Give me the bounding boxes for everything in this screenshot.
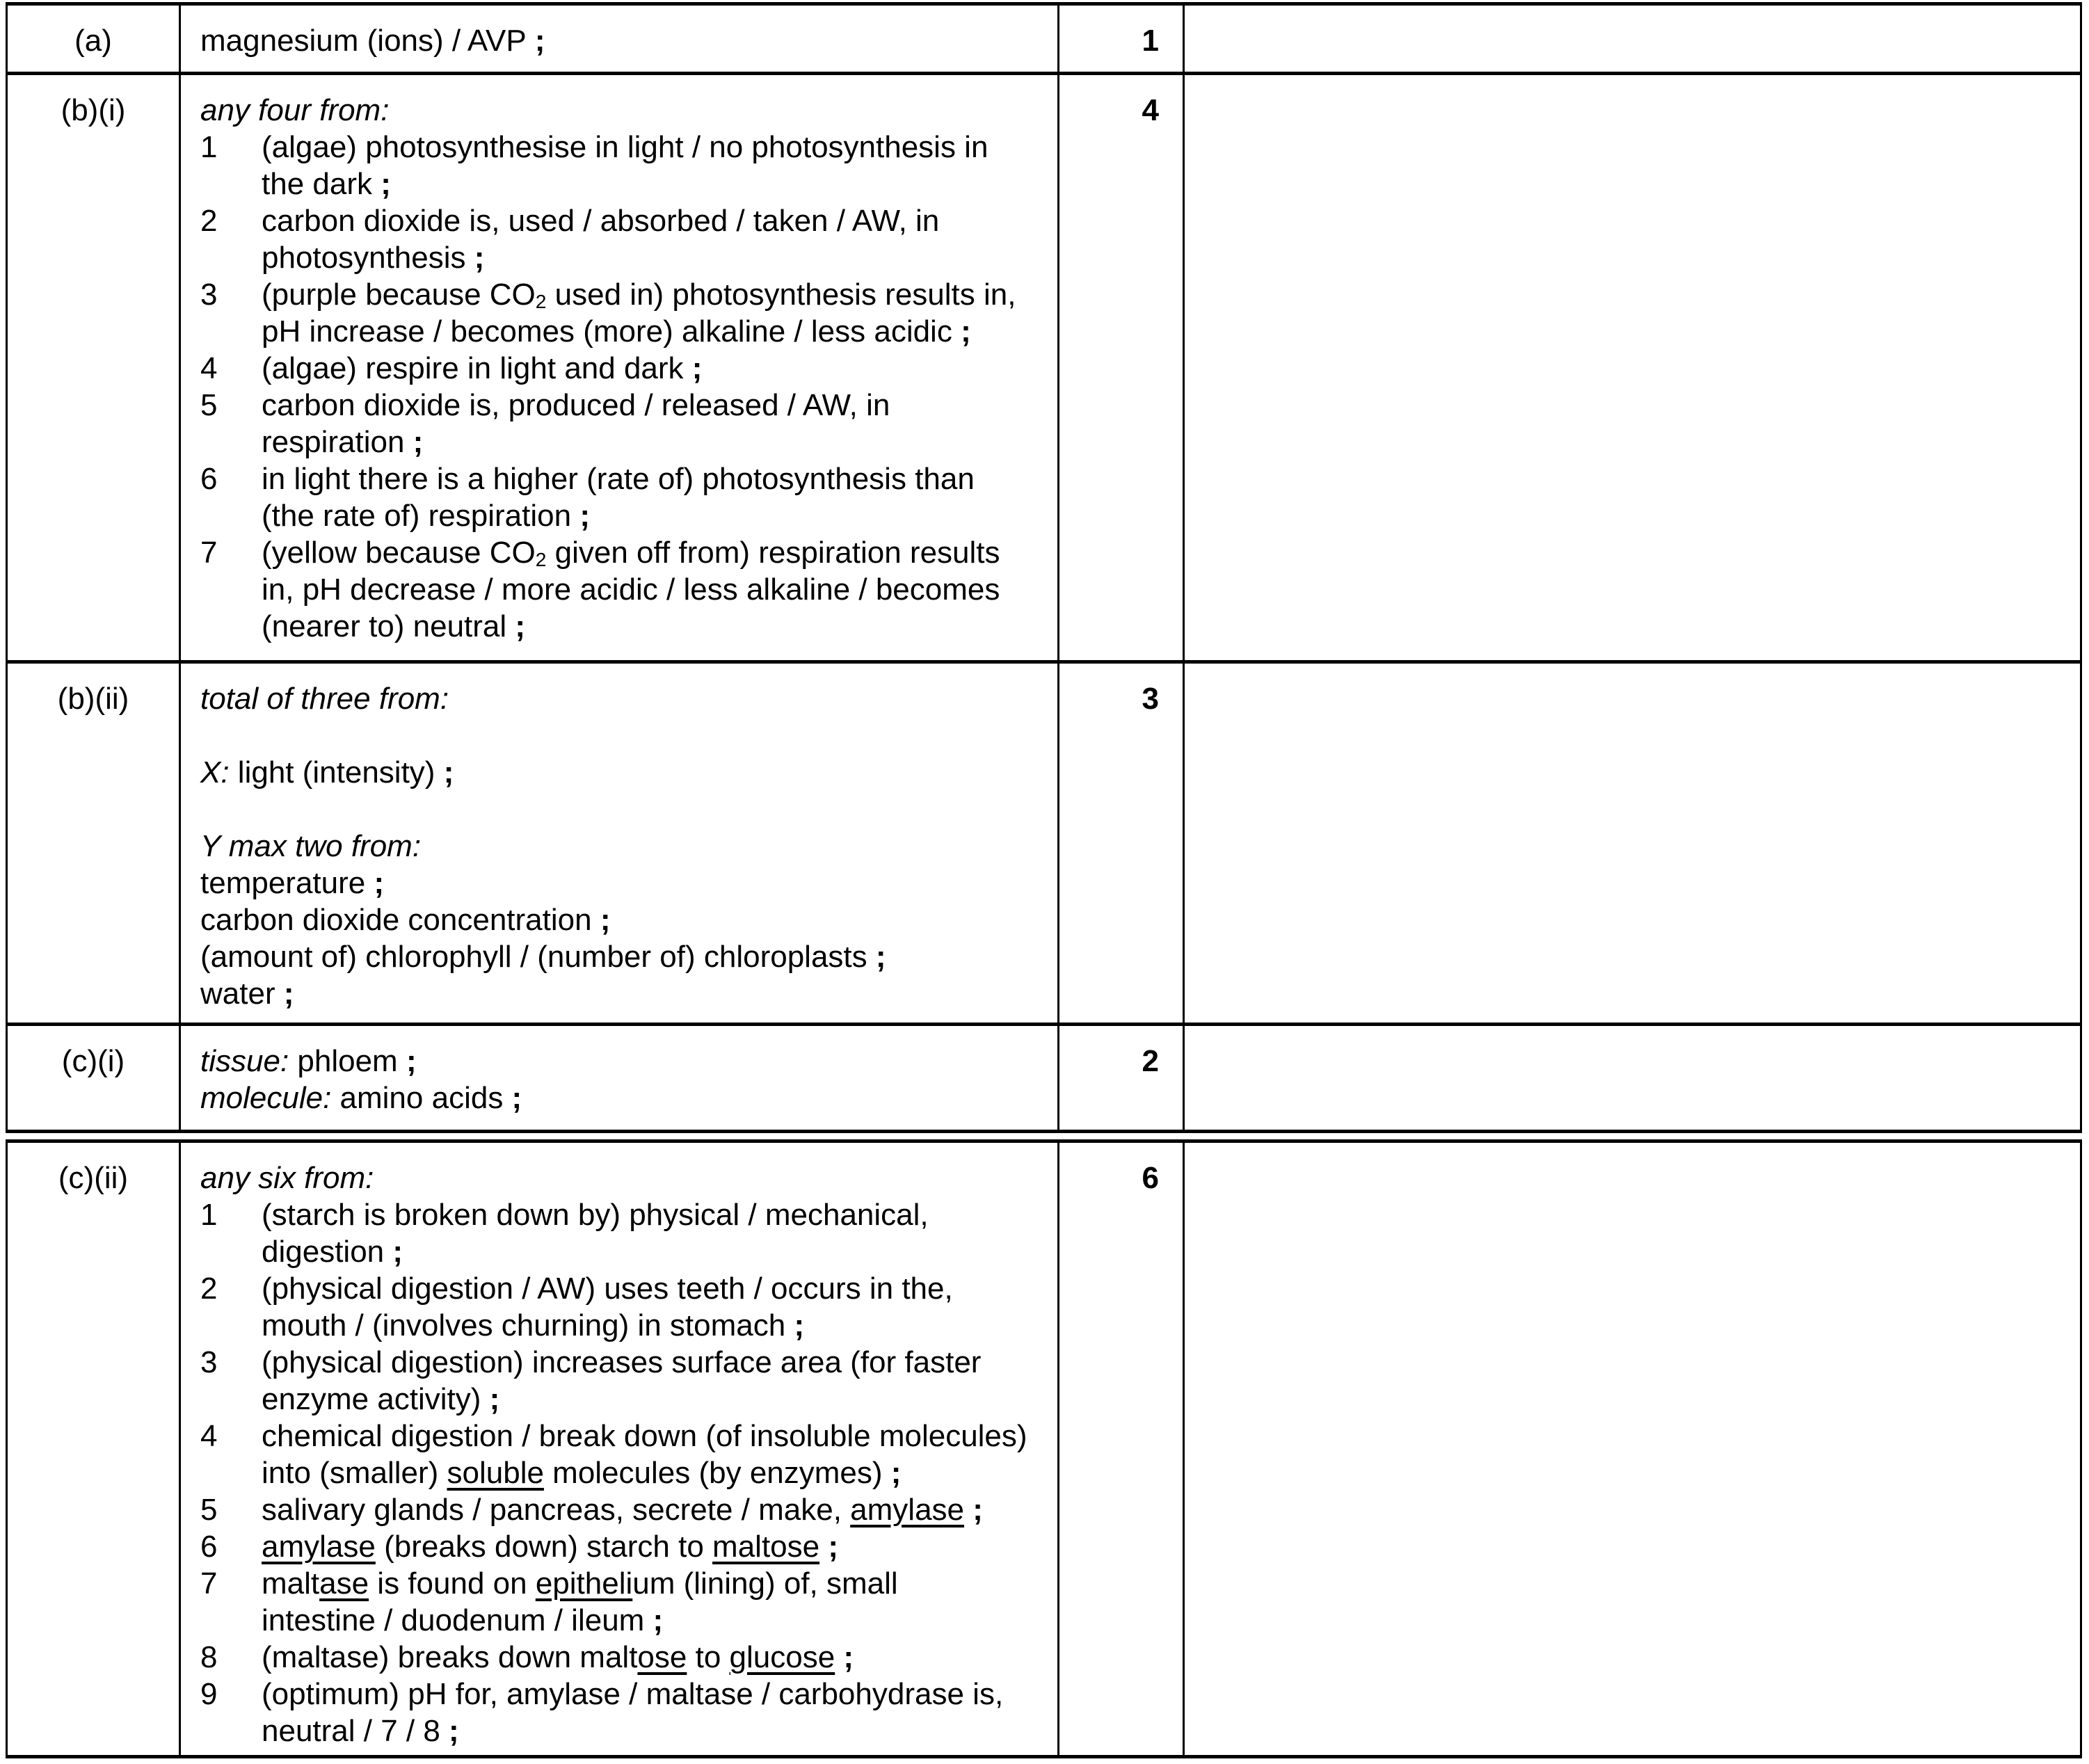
marking-point-number: 5	[200, 388, 218, 422]
marking-point	[200, 1196, 1053, 1270]
text-line: (physical digestion) increases surface area (for faster	[262, 1345, 982, 1379]
marking-point-number: 5	[200, 1493, 218, 1527]
text-line: carbon dioxide concentration ;	[200, 903, 611, 937]
text-line: molecule: amino acids ;	[200, 1081, 522, 1115]
marking-point-number: 2	[200, 204, 218, 238]
text-line: maltase is found on epithelium (lining) of, small	[262, 1566, 898, 1601]
question-number-cell: (b)(ii)	[8, 664, 181, 1023]
answer-paragraph	[200, 828, 1053, 1012]
marking-point-text	[262, 1344, 1053, 1418]
marking-point-text	[262, 387, 1053, 460]
text-line: mouth / (involves churning) in stomach ;	[262, 1308, 805, 1342]
text-line: any four from:	[200, 93, 390, 127]
mark-scheme-row	[8, 664, 2080, 1026]
answer-cell	[181, 664, 1059, 1023]
marking-point	[200, 202, 1053, 276]
marking-point-text	[262, 276, 1053, 350]
marking-point-text	[262, 1528, 1053, 1565]
answer-paragraph	[200, 680, 1053, 717]
blank-line	[200, 791, 1053, 828]
answer-paragraph	[200, 92, 1053, 129]
marking-point-text	[262, 1491, 1053, 1528]
marking-point-number: 3	[200, 278, 218, 312]
text-line: (purple because CO2 used in) photosynthesis results in,	[262, 278, 1016, 312]
text-line: (algae) photosynthesise in light / no photosynthesis in	[262, 130, 989, 164]
text-line: respiration ;	[262, 425, 424, 459]
text-line: intestine / duodenum / ileum ;	[262, 1603, 664, 1637]
marking-point-text	[262, 1565, 1053, 1639]
answer-cell	[181, 6, 1059, 72]
text-line: salivary glands / pancreas, secrete / make, amylase ;	[262, 1493, 983, 1527]
text-line: pH increase / becomes (more) alkaline / less acidic ;	[262, 314, 971, 348]
marking-point	[200, 1491, 1053, 1528]
text-line: neutral / 7 / 8 ;	[262, 1714, 459, 1748]
question-number-cell: (c)(ii)	[8, 1143, 181, 1755]
marking-point-number: 7	[200, 536, 218, 570]
question-number-cell: (b)(i)	[8, 75, 181, 660]
guidance-cell	[1185, 75, 2080, 660]
marking-point	[200, 1418, 1053, 1491]
mark-scheme-table-lower	[6, 1139, 2082, 1758]
text-line: chemical digestion / break down (of insoluble molecules)	[262, 1419, 1027, 1453]
text-line: into (smaller) soluble molecules (by enzymes) ;	[262, 1456, 902, 1490]
marking-point	[200, 1528, 1053, 1565]
mark-scheme-row	[8, 1143, 2080, 1755]
text-line: the dark ;	[262, 167, 391, 201]
answer-cell	[181, 75, 1059, 660]
question-number-cell: (c)(i)	[8, 1026, 181, 1130]
text-line: in, pH decrease / more acidic / less alkaline / becomes	[262, 572, 1000, 607]
marking-point	[200, 460, 1053, 534]
text-line: digestion ;	[262, 1235, 403, 1269]
marking-point	[200, 1565, 1053, 1639]
marks-cell: 1	[1059, 6, 1185, 72]
marking-point-number: 9	[200, 1677, 218, 1711]
mark-scheme-table-upper	[6, 2, 2082, 1133]
answer-cell	[181, 1143, 1059, 1755]
text-line: (maltase) breaks down maltose to glucose ;	[262, 1640, 854, 1674]
text-line: total of three from:	[200, 682, 449, 716]
marking-point-number: 4	[200, 1419, 218, 1453]
marking-point-number: 4	[200, 351, 218, 385]
text-line: carbon dioxide is, used / absorbed / taken / AW, in	[262, 204, 940, 238]
text-line: (algae) respire in light and dark ;	[262, 351, 703, 385]
text-line: (nearer to) neutral ;	[262, 609, 526, 643]
mark-scheme-row	[8, 75, 2080, 664]
text-line: amylase (breaks down) starch to maltose ;	[262, 1530, 839, 1564]
marking-point-number: 1	[200, 130, 218, 164]
marks-cell: 6	[1059, 1143, 1185, 1755]
text-line: (the rate of) respiration ;	[262, 499, 590, 533]
marking-point-number: 2	[200, 1272, 218, 1306]
marking-point-text	[262, 1676, 1053, 1749]
marking-point-text	[262, 1196, 1053, 1270]
marking-point-text	[262, 460, 1053, 534]
text-line: tissue: phloem ;	[200, 1044, 417, 1078]
text-line: water ;	[200, 977, 294, 1011]
text-line: enzyme activity) ;	[262, 1382, 500, 1416]
marking-point-number: 1	[200, 1198, 218, 1232]
text-line: (yellow because CO2 given off from) respiration results	[262, 536, 1000, 570]
marking-point	[200, 1676, 1053, 1749]
marking-point	[200, 1344, 1053, 1418]
guidance-cell	[1185, 1143, 2080, 1755]
text-line: photosynthesis ;	[262, 241, 485, 275]
marking-point-text	[262, 1270, 1053, 1344]
marking-point	[200, 534, 1053, 645]
answer-paragraph	[200, 1043, 1053, 1116]
marks-cell: 4	[1059, 75, 1185, 660]
marking-point-text	[262, 1639, 1053, 1676]
marking-point-text	[262, 1418, 1053, 1491]
text-line: Y max two from:	[200, 829, 422, 863]
blank-line	[200, 717, 1053, 754]
text-line: (starch is broken down by) physical / mechanical,	[262, 1198, 929, 1232]
question-number-cell: (a)	[8, 6, 181, 72]
marks-cell: 3	[1059, 664, 1185, 1023]
text-line: in light there is a higher (rate of) photosynthesis than	[262, 462, 975, 496]
text-line: (physical digestion / AW) uses teeth / occurs in the,	[262, 1272, 953, 1306]
marking-point	[200, 129, 1053, 202]
guidance-cell	[1185, 1026, 2080, 1130]
text-line: magnesium (ions) / AVP ;	[200, 24, 545, 58]
marking-point-text	[262, 534, 1053, 645]
marking-point	[200, 387, 1053, 460]
answer-cell	[181, 1026, 1059, 1130]
text-line: (optimum) pH for, amylase / maltase / carbohydrase is,	[262, 1677, 1004, 1711]
text-line: (amount of) chlorophyll / (number of) chloroplasts ;	[200, 940, 886, 974]
marks-cell: 2	[1059, 1026, 1185, 1130]
marking-point	[200, 1270, 1053, 1344]
marking-point	[200, 350, 1053, 387]
marking-point	[200, 276, 1053, 350]
answer-paragraph	[200, 22, 1053, 59]
text-line: temperature ;	[200, 866, 385, 900]
guidance-cell	[1185, 664, 2080, 1023]
marking-point-number: 8	[200, 1640, 218, 1674]
marking-point	[200, 1639, 1053, 1676]
mark-scheme-row	[8, 6, 2080, 75]
text-line: X: light (intensity) ;	[200, 755, 454, 789]
text-line: any six from:	[200, 1161, 374, 1195]
guidance-cell	[1185, 6, 2080, 72]
answer-paragraph	[200, 1160, 1053, 1196]
marking-point-number: 6	[200, 1530, 218, 1564]
mark-scheme-row	[8, 1026, 2080, 1130]
marking-point-number: 3	[200, 1345, 218, 1379]
marking-point-text	[262, 202, 1053, 276]
marking-point-number: 6	[200, 462, 218, 496]
marking-point-number: 7	[200, 1566, 218, 1601]
marking-point-text	[262, 350, 1053, 387]
marking-point-text	[262, 129, 1053, 202]
text-line: carbon dioxide is, produced / released / AW, in	[262, 388, 890, 422]
answer-paragraph	[200, 754, 1053, 791]
